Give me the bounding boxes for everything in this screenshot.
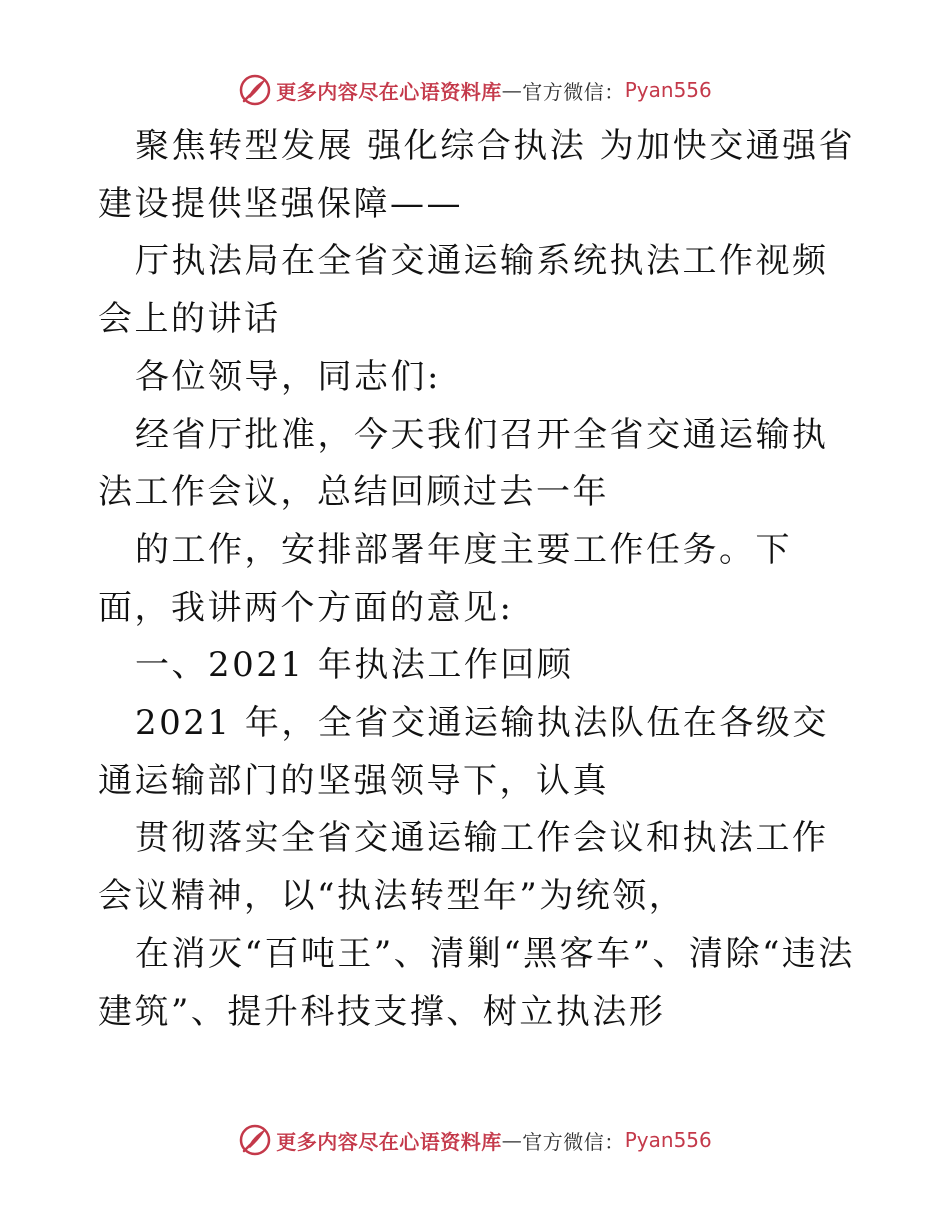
watermark-wechat-label: 官方微信： bbox=[522, 1129, 625, 1154]
document-body bbox=[98, 118, 858, 1041]
watermark-slogan: 更多内容尽在心语资料库 bbox=[276, 79, 502, 104]
section-heading: 一、2021 年执法工作回顾 bbox=[135, 645, 574, 686]
watermark-wechat-id: Pyan556 bbox=[624, 78, 712, 102]
watermark-wechat-id: Pyan556 bbox=[624, 1128, 712, 1152]
quill-pen-logo-icon bbox=[238, 1123, 272, 1157]
body-paragraph: 在消灭“百吨王”、清剿“黑客车”、清除“违法建筑”、提升科技支撑、树立执法形 bbox=[98, 933, 855, 1032]
header-watermark bbox=[0, 70, 950, 110]
watermark-dash: — bbox=[501, 1128, 523, 1152]
quill-pen-logo-icon bbox=[238, 73, 272, 107]
body-paragraph: 经省厅批准，今天我们召开全省交通运输执法工作会议，总结回顾过去一年 bbox=[98, 414, 829, 513]
watermark-wechat-label: 官方微信： bbox=[522, 79, 625, 104]
watermark-dash: — bbox=[501, 78, 523, 102]
document-subtitle: 厅执法局在全省交通运输系统执法工作视频会上的讲话 bbox=[98, 241, 829, 340]
body-paragraph: 的工作，安排部署年度主要工作任务。下面，我讲两个方面的意见: bbox=[98, 529, 792, 628]
footer-watermark bbox=[0, 1120, 950, 1160]
document-title: 聚焦转型发展 强化综合执法 为加快交通强省建设提供坚强保障—— bbox=[98, 126, 856, 224]
salutation: 各位领导，同志们: bbox=[135, 356, 441, 397]
watermark-slogan: 更多内容尽在心语资料库 bbox=[276, 1129, 502, 1154]
body-paragraph: 2021 年，全省交通运输执法队伍在各级交通运输部门的坚强领导下，认真 bbox=[98, 703, 829, 801]
body-paragraph: 贯彻落实全省交通运输工作会议和执法工作会议精神，以“执法转型年”为统领， bbox=[98, 818, 829, 917]
